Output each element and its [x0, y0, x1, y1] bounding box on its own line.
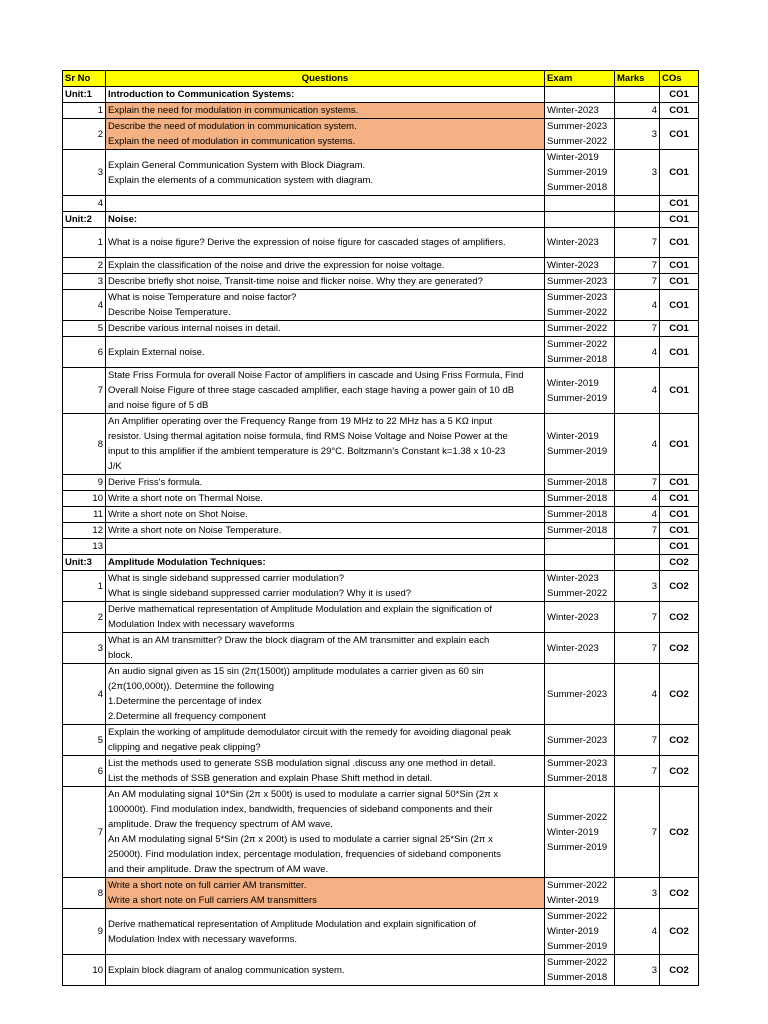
- question-line: Derive Friss's formula.: [108, 477, 203, 488]
- question-line: Write a short note on Full carriers AM transmitters: [108, 895, 317, 906]
- question-line: resistor. Using thermal agitation noise formula, find RMS Noise Voltage and Noise Power at the: [108, 431, 508, 442]
- co-cell: CO2: [660, 909, 699, 955]
- question-line: Explain External noise.: [108, 346, 205, 358]
- exam-cell: [545, 258, 615, 274]
- sr-no-cell: 1: [63, 571, 106, 602]
- exam-line: Summer-2022: [547, 339, 608, 350]
- co-cell: CO1: [660, 321, 699, 337]
- sr-no-cell: 11: [63, 507, 106, 523]
- exam-cell: [545, 228, 615, 258]
- exam-line: Summer-2018: [547, 493, 608, 504]
- exam-cell: [545, 103, 615, 119]
- sr-no-cell: 5: [63, 725, 106, 756]
- question-cell: [106, 664, 545, 725]
- question-line: Describe the need of modulation in communication system.: [108, 121, 357, 132]
- unit-header-row: [63, 87, 699, 103]
- question-line: What is noise Temperature and noise factor?: [108, 292, 297, 303]
- marks-cell: 7: [615, 258, 660, 274]
- question-line: clipping and negative peak clipping?: [108, 742, 261, 753]
- question-line: Describe various internal noises in detail.: [108, 323, 281, 334]
- sr-no-cell: 4: [63, 290, 106, 321]
- co-cell: CO1: [660, 119, 699, 150]
- question-cell: [106, 290, 545, 321]
- exam-line: Summer-2019: [547, 167, 608, 178]
- question-line: Explain block diagram of analog communication system.: [108, 964, 345, 976]
- sr-no-cell: 10: [63, 491, 106, 507]
- marks-cell: 7: [615, 633, 660, 664]
- table-row: [63, 196, 699, 212]
- exam-cell: [545, 602, 615, 633]
- co-cell: CO2: [660, 725, 699, 756]
- question-line: 2.Determine all frequency component: [108, 711, 266, 722]
- exam-cell: [545, 212, 615, 228]
- question-cell: [106, 878, 545, 909]
- sr-no-cell: 3: [63, 633, 106, 664]
- question-line: Derive mathematical representation of Amplitude Modulation and explain signification of: [108, 918, 477, 930]
- exam-cell: [545, 337, 615, 368]
- marks-cell: 7: [615, 756, 660, 787]
- question-line: Overall Noise Figure of three stage cascaded amplifier, each stage having a power gain of 10 dB: [108, 385, 515, 396]
- exam-line: Winter-2023: [547, 105, 599, 116]
- table-row: [63, 150, 699, 196]
- sr-no-cell: 12: [63, 523, 106, 539]
- question-line: (2π(100,000t)). Determine the following: [108, 681, 275, 692]
- question-line: Modulation Index with necessary waveforms: [108, 619, 295, 630]
- question-line: Explain the need of modulation in communication systems.: [108, 136, 356, 147]
- table-row: [63, 633, 699, 664]
- exam-cell: [545, 909, 615, 955]
- co-cell: CO1: [660, 274, 699, 290]
- question-line: Write a short note on full carrier AM transmitter.: [108, 880, 307, 891]
- co-cell: CO1: [660, 539, 699, 555]
- marks-cell: 4: [615, 909, 660, 955]
- sr-no-cell: 3: [63, 274, 106, 290]
- exam-line: Summer-2022: [547, 136, 608, 147]
- question-line: Describe Noise Temperature.: [108, 307, 231, 318]
- question-cell: [106, 414, 545, 475]
- table-row: [63, 103, 699, 119]
- marks-cell: 4: [615, 368, 660, 414]
- table-row: [63, 321, 699, 337]
- question-line: Explain the working of amplitude demodulator circuit with the remedy for avoiding diagonal peak: [108, 727, 511, 738]
- exam-line: Summer-2018: [547, 972, 608, 983]
- marks-cell: [615, 87, 660, 103]
- marks-cell: 7: [615, 274, 660, 290]
- marks-cell: 3: [615, 150, 660, 196]
- exam-cell: [545, 87, 615, 103]
- question-cell: [106, 571, 545, 602]
- marks-cell: 7: [615, 725, 660, 756]
- exam-line: Summer-2023: [547, 734, 608, 746]
- marks-cell: 4: [615, 337, 660, 368]
- exam-line: Winter-2019: [547, 826, 599, 838]
- question-line: An Amplifier operating over the Frequency Range from 19 MHz to 22 MHz has a 5 KΩ input: [108, 416, 493, 427]
- co-cell: CO2: [660, 571, 699, 602]
- marks-cell: 4: [615, 103, 660, 119]
- marks-cell: 7: [615, 321, 660, 337]
- exam-cell: [545, 274, 615, 290]
- question-line: Explain the need for modulation in communication systems.: [108, 105, 359, 116]
- question-line: Write a short note on Noise Temperature.: [108, 525, 282, 536]
- table-row: [63, 475, 699, 491]
- sr-no-cell: 8: [63, 414, 106, 475]
- question-line: 25000t). Find modulation index, percentage modulation, frequencies of sideband components: [108, 849, 501, 860]
- co-cell: CO1: [660, 87, 699, 103]
- sr-no-cell: 13: [63, 539, 106, 555]
- question-line: Explain the classification of the noise and drive the expression for noise voltage.: [108, 260, 445, 271]
- exam-line: Winter-2023: [547, 237, 599, 248]
- table-row: [63, 571, 699, 602]
- question-line: List the methods of SSB generation and explain Phase Shift method in detail.: [108, 773, 433, 784]
- co-cell: CO2: [660, 633, 699, 664]
- exam-line: Summer-2022: [547, 588, 608, 599]
- marks-cell: 4: [615, 414, 660, 475]
- marks-cell: 7: [615, 475, 660, 491]
- unit-header-row: [63, 212, 699, 228]
- unit-label: Unit:1: [63, 87, 106, 103]
- exam-line: Summer-2023: [547, 121, 608, 132]
- co-cell: CO1: [660, 337, 699, 368]
- exam-cell: [545, 756, 615, 787]
- sr-no-cell: 3: [63, 150, 106, 196]
- marks-cell: 7: [615, 523, 660, 539]
- table-row: [63, 119, 699, 150]
- question-cell: [106, 103, 545, 119]
- unit-label: Unit:3: [63, 555, 106, 571]
- question-table: [62, 70, 699, 986]
- marks-cell: 3: [615, 119, 660, 150]
- sr-no-cell: 1: [63, 103, 106, 119]
- exam-line: Summer-2023: [547, 292, 608, 303]
- question-cell: [106, 475, 545, 491]
- exam-cell: [545, 368, 615, 414]
- table-row: [63, 602, 699, 633]
- sr-no-cell: 10: [63, 955, 106, 986]
- sr-no-cell: 4: [63, 196, 106, 212]
- sr-no-cell: 2: [63, 119, 106, 150]
- exam-line: Summer-2023: [547, 758, 608, 769]
- question-line: An AM modulating signal 10*Sin (2π x 500t) is used to modulate a carrier signal 50*Sin (2π x: [108, 789, 499, 800]
- unit-label: Unit:2: [63, 212, 106, 228]
- exam-cell: [545, 321, 615, 337]
- exam-line: Summer-2018: [547, 477, 608, 488]
- header-exam: Exam: [545, 71, 615, 87]
- table-row: [63, 228, 699, 258]
- marks-cell: 3: [615, 571, 660, 602]
- table-row: [63, 507, 699, 523]
- sr-no-cell: 1: [63, 228, 106, 258]
- question-line: Explain General Communication System with Block Diagram.: [108, 159, 366, 171]
- co-cell: CO1: [660, 258, 699, 274]
- table-row: [63, 491, 699, 507]
- unit-title: Introduction to Communication Systems:: [106, 87, 545, 103]
- table-row: [63, 290, 699, 321]
- exam-line: Summer-2018: [547, 509, 608, 520]
- question-cell: [106, 274, 545, 290]
- question-line: and noise figure of 5 dB: [108, 400, 209, 411]
- question-line: Write a short note on Thermal Noise.: [108, 493, 263, 504]
- exam-cell: [545, 414, 615, 475]
- sr-no-cell: 9: [63, 475, 106, 491]
- question-cell: [106, 196, 545, 212]
- question-cell: [106, 507, 545, 523]
- header-cos: COs: [660, 71, 699, 87]
- exam-cell: [545, 787, 615, 878]
- exam-cell: [545, 633, 615, 664]
- table-row: [63, 787, 699, 878]
- unit-title: Amplitude Modulation Techniques:: [106, 555, 545, 571]
- co-cell: CO2: [660, 756, 699, 787]
- question-line: What is single sideband suppressed carrier modulation? Why it is used?: [108, 588, 412, 599]
- marks-cell: 7: [615, 228, 660, 258]
- question-cell: [106, 725, 545, 756]
- exam-line: Summer-2018: [547, 525, 608, 536]
- question-cell: [106, 602, 545, 633]
- exam-line: Summer-2019: [547, 446, 608, 457]
- table-row: [63, 664, 699, 725]
- table-row: [63, 337, 699, 368]
- question-line: Derive mathematical representation of Amplitude Modulation and explain the signification of: [108, 604, 492, 615]
- exam-line: Summer-2018: [547, 354, 608, 365]
- exam-cell: [545, 196, 615, 212]
- exam-line: Summer-2018: [547, 182, 608, 193]
- marks-cell: [615, 196, 660, 212]
- co-cell: CO1: [660, 103, 699, 119]
- exam-line: Summer-2023: [547, 688, 608, 700]
- question-cell: [106, 321, 545, 337]
- unit-title: Noise:: [106, 212, 545, 228]
- sr-no-cell: 6: [63, 337, 106, 368]
- question-line: State Friss Formula for overall Noise Factor of amplifiers in cascade and Using Friss Formula, Find: [108, 370, 524, 381]
- question-line: What is single sideband suppressed carrier modulation?: [108, 573, 345, 584]
- question-line: An audio signal given as 15 sin (2π(1500t)) amplitude modulates a carrier given as 60 sin: [108, 666, 484, 677]
- exam-line: Summer-2019: [547, 841, 608, 853]
- co-cell: CO1: [660, 228, 699, 258]
- co-cell: CO1: [660, 475, 699, 491]
- exam-line: Summer-2022: [547, 811, 608, 823]
- unit-header-row: [63, 555, 699, 571]
- exam-line: Summer-2019: [547, 392, 608, 404]
- exam-cell: [545, 491, 615, 507]
- question-cell: [106, 787, 545, 878]
- table-row: [63, 955, 699, 986]
- question-cell: [106, 491, 545, 507]
- co-cell: CO1: [660, 523, 699, 539]
- question-cell: [106, 523, 545, 539]
- exam-line: Summer-2018: [547, 773, 608, 784]
- question-cell: [106, 539, 545, 555]
- exam-cell: [545, 290, 615, 321]
- table-body: [63, 87, 699, 986]
- sr-no-cell: 2: [63, 602, 106, 633]
- question-line: and their amplitude. Draw the spectrum of AM wave.: [108, 864, 329, 875]
- exam-cell: [545, 664, 615, 725]
- marks-cell: 3: [615, 955, 660, 986]
- table-row: [63, 414, 699, 475]
- exam-cell: [545, 555, 615, 571]
- marks-cell: 7: [615, 602, 660, 633]
- exam-line: Winter-2023: [547, 642, 599, 654]
- sr-no-cell: 5: [63, 321, 106, 337]
- co-cell: CO1: [660, 414, 699, 475]
- question-line: J/K: [108, 461, 122, 472]
- question-cell: [106, 756, 545, 787]
- sr-no-cell: 7: [63, 787, 106, 878]
- exam-cell: [545, 878, 615, 909]
- co-cell: CO2: [660, 878, 699, 909]
- sr-no-cell: 8: [63, 878, 106, 909]
- marks-cell: [615, 212, 660, 228]
- co-cell: CO1: [660, 212, 699, 228]
- question-line: Explain the elements of a communication system with diagram.: [108, 174, 374, 186]
- header-row: [63, 71, 699, 87]
- marks-cell: [615, 555, 660, 571]
- exam-line: Winter-2019: [547, 431, 599, 442]
- exam-cell: [545, 475, 615, 491]
- marks-cell: 4: [615, 290, 660, 321]
- question-line: What is a noise figure? Derive the expression of noise figure for cascaded stages of amplifiers.: [108, 237, 506, 248]
- question-line: An AM modulating signal 5*Sin (2π x 200t) is used to modulate a carrier signal 25*Sin (2π x: [108, 834, 493, 845]
- table-row: [63, 878, 699, 909]
- exam-line: Summer-2023: [547, 276, 608, 287]
- exam-line: Winter-2019: [547, 926, 599, 937]
- exam-line: Summer-2022: [547, 880, 608, 891]
- question-cell: [106, 337, 545, 368]
- co-cell: CO2: [660, 955, 699, 986]
- exam-line: Winter-2023: [547, 573, 599, 584]
- co-cell: CO1: [660, 290, 699, 321]
- sr-no-cell: 7: [63, 368, 106, 414]
- exam-line: Summer-2022: [547, 911, 608, 922]
- sr-no-cell: 4: [63, 664, 106, 725]
- sr-no-cell: 6: [63, 756, 106, 787]
- table-row: [63, 368, 699, 414]
- exam-line: Winter-2019: [547, 152, 599, 163]
- question-cell: [106, 955, 545, 986]
- sr-no-cell: 2: [63, 258, 106, 274]
- question-line: block.: [108, 650, 133, 661]
- sr-no-cell: 9: [63, 909, 106, 955]
- question-cell: [106, 258, 545, 274]
- co-cell: CO2: [660, 555, 699, 571]
- exam-cell: [545, 523, 615, 539]
- co-cell: CO1: [660, 507, 699, 523]
- marks-cell: 3: [615, 878, 660, 909]
- question-line: Describe briefly shot noise, Transit-time noise and flicker noise. Why they are generated?: [108, 276, 483, 287]
- table-row: [63, 725, 699, 756]
- exam-cell: [545, 955, 615, 986]
- question-line: Modulation Index with necessary waveforms.: [108, 933, 298, 945]
- question-line: 1.Determine the percentage of index: [108, 696, 262, 707]
- exam-cell: [545, 725, 615, 756]
- co-cell: CO1: [660, 196, 699, 212]
- exam-line: Winter-2023: [547, 611, 599, 623]
- question-bank-sheet: [62, 70, 699, 986]
- question-cell: [106, 633, 545, 664]
- marks-cell: 4: [615, 664, 660, 725]
- exam-cell: [545, 571, 615, 602]
- table-row: [63, 756, 699, 787]
- table-row: [63, 523, 699, 539]
- exam-line: Summer-2022: [547, 957, 608, 968]
- marks-cell: 7: [615, 787, 660, 878]
- table-row: [63, 539, 699, 555]
- table-row: [63, 258, 699, 274]
- co-cell: CO2: [660, 602, 699, 633]
- question-line: input to this amplifier if the ambient temperature is 29°C. Boltzmann’s Constant k=1.38 x 10-23: [108, 446, 506, 457]
- exam-cell: [545, 539, 615, 555]
- exam-line: Summer-2019: [547, 941, 608, 952]
- exam-cell: [545, 119, 615, 150]
- question-line: List the methods used to generate SSB modulation signal .discuss any one method in detail.: [108, 758, 496, 769]
- question-cell: [106, 228, 545, 258]
- question-cell: [106, 119, 545, 150]
- question-cell: [106, 150, 545, 196]
- header-questions: Questions: [106, 71, 545, 87]
- question-line: What is an AM transmitter? Draw the block diagram of the AM transmitter and explain each: [108, 635, 490, 646]
- exam-cell: [545, 150, 615, 196]
- marks-cell: [615, 539, 660, 555]
- question-line: Write a short note on Shot Noise.: [108, 509, 248, 520]
- exam-line: Winter-2023: [547, 260, 599, 271]
- co-cell: CO1: [660, 368, 699, 414]
- question-cell: [106, 909, 545, 955]
- exam-line: Summer-2022: [547, 323, 608, 334]
- co-cell: CO1: [660, 150, 699, 196]
- co-cell: CO1: [660, 491, 699, 507]
- co-cell: CO2: [660, 664, 699, 725]
- marks-cell: 4: [615, 507, 660, 523]
- header-marks: Marks: [615, 71, 660, 87]
- exam-line: Summer-2022: [547, 307, 608, 318]
- exam-line: Winter-2019: [547, 377, 599, 389]
- table-row: [63, 274, 699, 290]
- question-line: amplitude. Draw the frequency spectrum of AM wave.: [108, 819, 333, 830]
- exam-line: Winter-2019: [547, 895, 599, 906]
- exam-cell: [545, 507, 615, 523]
- question-cell: [106, 368, 545, 414]
- table-row: [63, 909, 699, 955]
- marks-cell: 4: [615, 491, 660, 507]
- co-cell: CO2: [660, 787, 699, 878]
- header-sr-no: Sr No: [63, 71, 106, 87]
- question-line: 100000t). Find modulation index, bandwidth, frequencies of sideband components and their: [108, 804, 493, 815]
